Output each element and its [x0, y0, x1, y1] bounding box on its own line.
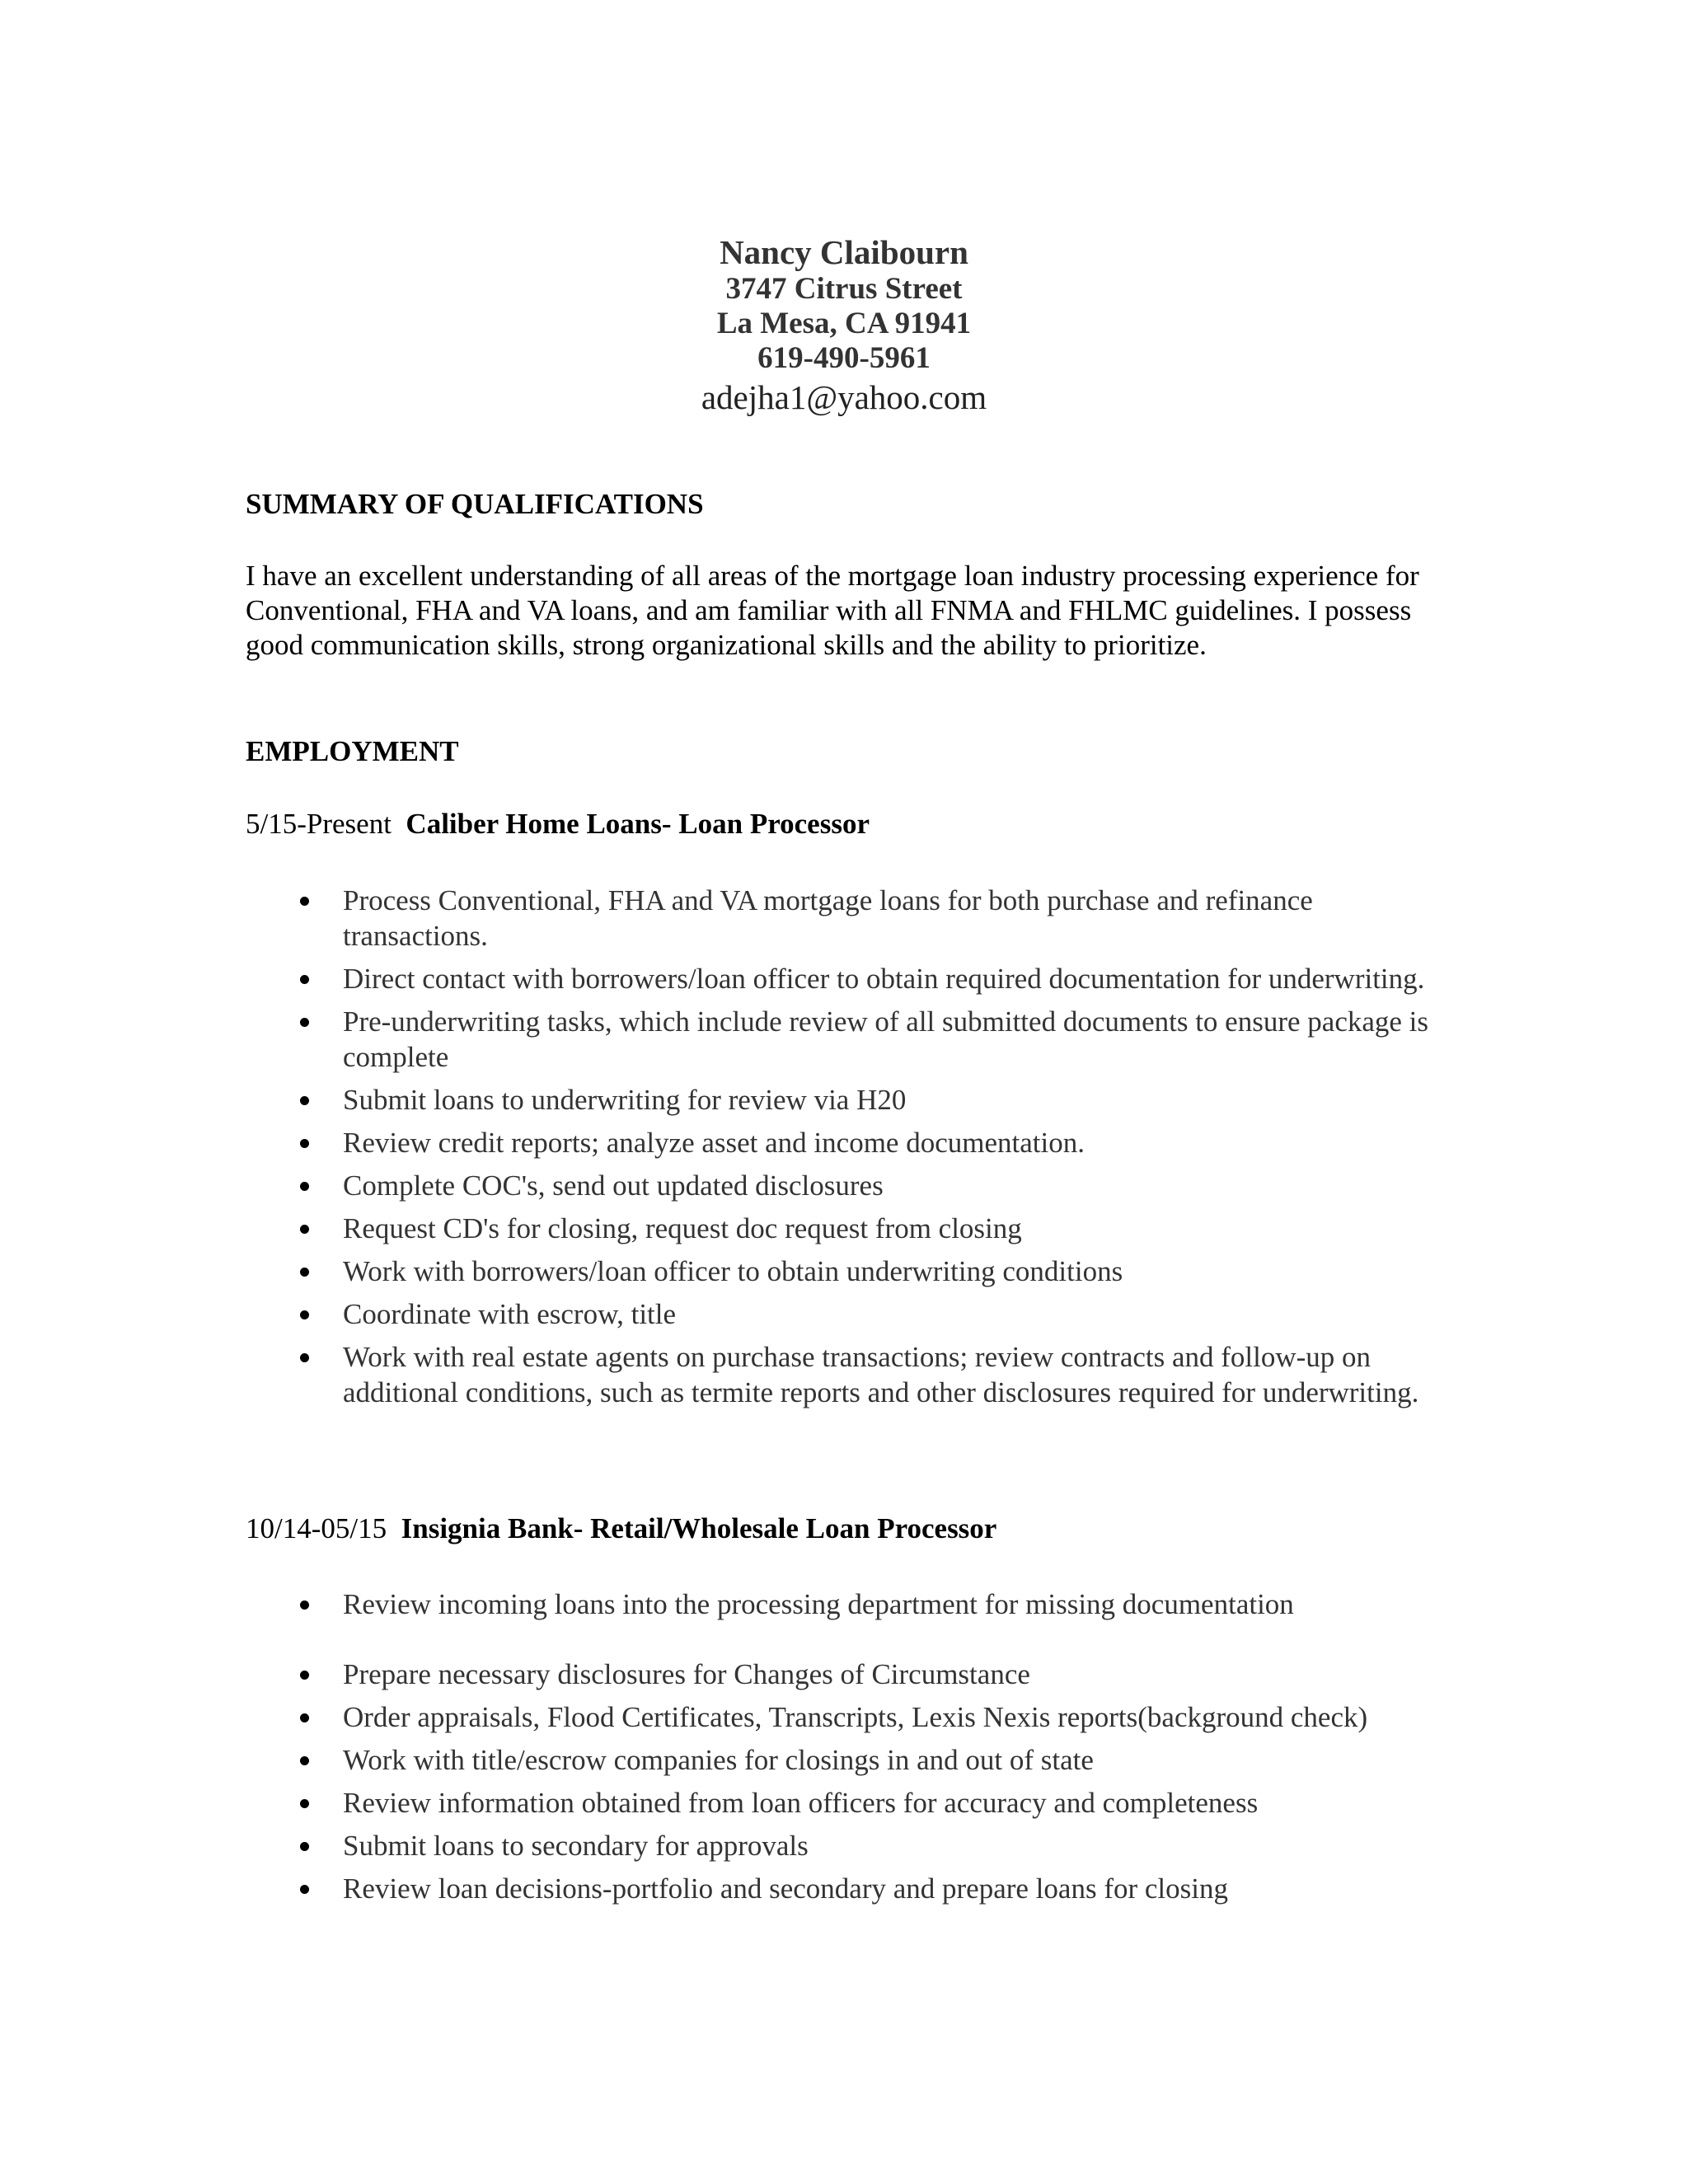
- bullet-icon: [300, 1799, 309, 1808]
- list-item: Work with title/escrow companies for closings in and out of state: [292, 1742, 1446, 1778]
- job-dates: 10/14-05/15: [246, 1512, 387, 1544]
- bullet-icon: [300, 1353, 309, 1362]
- list-item: Request CD's for closing, request doc request from closing: [292, 1211, 1446, 1246]
- bullet-icon: [300, 1671, 309, 1680]
- bullet-icon: [300, 1842, 309, 1851]
- list-item: Direct contact with borrowers/loan officer to obtain required documentation for underwriting.: [292, 961, 1446, 996]
- job-role: Insignia Bank- Retail/Wholesale Loan Processor: [401, 1512, 997, 1544]
- list-item: Submit loans to secondary for approvals: [292, 1828, 1446, 1863]
- list-item: Submit loans to underwriting for review via H20: [292, 1082, 1446, 1118]
- bullet-icon: [300, 1713, 309, 1722]
- list-item: Review credit reports; analyze asset and income documentation.: [292, 1125, 1446, 1160]
- summary-heading: SUMMARY OF QUALIFICATIONS: [246, 488, 704, 520]
- list-item: Review loan decisions-portfolio and secondary and prepare loans for closing: [292, 1871, 1446, 1906]
- list-item: Coordinate with escrow, title: [292, 1296, 1446, 1332]
- employment-heading: EMPLOYMENT: [246, 735, 459, 767]
- street-address: 3747 Citrus Street: [725, 272, 963, 306]
- contact-header: [0, 232, 1688, 417]
- list-item: Prepare necessary disclosures for Changes of Circumstance: [292, 1657, 1446, 1692]
- applicant-name: Nancy Claibourn: [720, 233, 968, 271]
- list-item: Work with borrowers/loan officer to obtain underwriting conditions: [292, 1254, 1446, 1289]
- bullet-icon: [300, 1018, 309, 1027]
- summary-text: I have an excellent understanding of all areas of the mortgage loan industry processing experience for Conventional, FHA and VA loans, and am familiar with all FNMA and FHLMC guidelines. I possess good communication skills, strong organizational skills and the ability to prioritize.: [246, 560, 1419, 661]
- job-1-duties: [292, 883, 1446, 1418]
- job-2-duties: [292, 1586, 1446, 1914]
- list-item: Pre-underwriting tasks, which include review of all submitted documents to ensure package is complete: [292, 1004, 1446, 1075]
- job-role: Caliber Home Loans- Loan Processor: [406, 808, 870, 840]
- list-item: Work with real estate agents on purchase transactions; review contracts and follow-up on additional conditions, such as termite reports and other disclosures required for underwriting.: [292, 1339, 1446, 1410]
- list-item: Order appraisals, Flood Certificates, Transcripts, Lexis Nexis reports(background check): [292, 1699, 1446, 1735]
- phone-number: 619-490-5961: [757, 341, 931, 375]
- bullet-icon: [300, 1756, 309, 1765]
- bullet-icon: [300, 1601, 309, 1610]
- job-title-2: [246, 1512, 996, 1545]
- bullet-icon: [300, 1182, 309, 1191]
- bullet-icon: [300, 897, 309, 906]
- list-item: Review information obtained from loan officers for accuracy and completeness: [292, 1785, 1446, 1821]
- job-title-1: [246, 808, 870, 841]
- bullet-icon: [300, 975, 309, 984]
- list-item: Review incoming loans into the processing department for missing documentation: [292, 1586, 1446, 1622]
- job-dates: 5/15-Present: [246, 808, 392, 840]
- bullet-icon: [300, 1885, 309, 1894]
- bullet-icon: [300, 1310, 309, 1319]
- email-address: adejha1@yahoo.com: [701, 378, 987, 416]
- bullet-icon: [300, 1225, 309, 1234]
- list-item: Complete COC's, send out updated disclosures: [292, 1168, 1446, 1203]
- list-item: Process Conventional, FHA and VA mortgage loans for both purchase and refinance transactions.: [292, 883, 1446, 954]
- bullet-icon: [300, 1096, 309, 1105]
- bullet-icon: [300, 1268, 309, 1277]
- bullet-icon: [300, 1139, 309, 1148]
- city-state-zip: La Mesa, CA 91941: [716, 307, 972, 340]
